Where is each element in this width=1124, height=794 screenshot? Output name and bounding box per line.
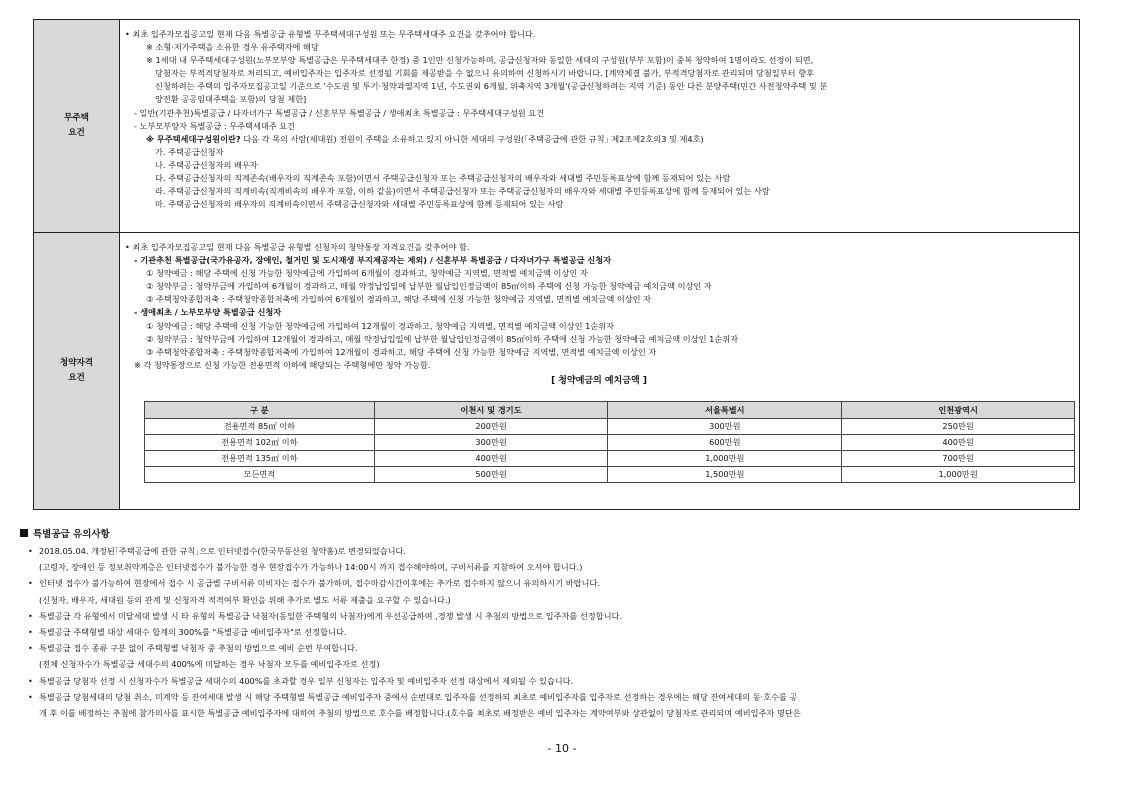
table-cell: 300만원 — [608, 419, 842, 435]
note-text: 특별공급 주택형별 대상 세대수 합계의 300%를 "특별공급 예비입주자"로 선정합니다. — [39, 627, 347, 638]
deposit-table-caption: [ 청약예금의 예치금액 ] — [551, 375, 647, 386]
table-header-cell: 이천시 및 경기도 — [374, 402, 608, 419]
notes-heading — [20, 527, 1090, 543]
note-subtext: 개 후 이를 배정하는 추첨에 참가의사를 표시한 특별공급 예비입주자에 대하여 추첨의 방법으로 호수를 배정합니다.(호수를 최초로 배정받은 예비 입주자는 계약여부와 상관없이 당첨자로 관리되며 예비입주자 명단은 — [39, 708, 801, 719]
content-line: • 최초 입주자모집공고일 현재 다음 특별공급 유형별 무주택세대구성원 또는 무주택세대주 요건을 갖추어야 합니다. — [125, 29, 536, 39]
bullet-icon: • — [28, 675, 33, 686]
content-line: ※ 소형·저가주택을 소유한 경우 유주택자에 해당 — [146, 42, 319, 53]
table-cell: 전용면적 85㎡ 이하 — [145, 419, 375, 435]
table-cell: 700만원 — [842, 451, 1075, 467]
table-row — [145, 451, 1075, 467]
subscription-requirement-label — [34, 233, 120, 509]
note-text: 2018.05.04. 개정된｢주택공급에 관한 규칙｣으로 인터넷접수(한국부동산원 청약홈)로 변경되었습니다. — [39, 546, 407, 556]
table-cell: 500만원 — [374, 467, 608, 483]
table-cell: 전용면적 102㎡ 이하 — [145, 435, 375, 451]
table-cell: 200만원 — [374, 419, 608, 435]
table-cell: 250만원 — [842, 419, 1075, 435]
bullet-icon: • — [28, 627, 33, 638]
note-text: 특별공급 각 유형에서 미달세대 발생 시 타 유형의 특별공급 낙첨자(동일한 주택형의 낙첨자)에게 우선공급하며 ,경쟁 발생 시 추첨의 방법으로 입주자를 선정합니다. — [39, 610, 623, 621]
notes-heading-text: 특별공급 유의사항 — [33, 529, 110, 540]
bullet-icon: • — [28, 546, 33, 556]
note-text: 특별공급 당첨자 선정 시 신청자수가 특별공급 세대수의 400%를 초과할 경우 일부 신청자는 입주자 및 예비입주자 선정 대상에서 제외될 수 있습니다. — [39, 675, 574, 686]
note-text: 인터넷 접수가 불가능하여 현장에서 접수 시 공급별 구비서류 미비자는 접수가 불가하며, 접수마감시간이후에는 추가로 접수하지 않으니 유의하시기 바랍니다. — [39, 578, 600, 589]
content-line: 가. 주택공급신청자 — [155, 146, 224, 157]
subscription-requirement-content — [125, 241, 1073, 388]
content-line: - 기관추천 특별공급(국가유공자, 장애인, 철거민 및 도시재생 부지제공자는 제외) / 신혼부부 특별공급 / 다자녀가구 특별공급 신청자 — [134, 255, 612, 266]
subscription-requirement-row — [34, 233, 1079, 509]
table-header-cell: 구 분 — [145, 402, 375, 419]
bullet-icon: • — [28, 643, 33, 654]
notes-list — [20, 543, 1090, 721]
label-line: 청약자격 — [59, 358, 94, 368]
note-subtext: (고령자, 장애인 등 정보취약계층은 인터넷접수가 불가능한 경우 현장접수가 가능하나 14:00시 까지 접수해야하며, 구비서류를 지참하여 오셔야 합니다.) — [39, 562, 583, 573]
note-text: 특별공급 당첨세대의 당첨 취소, 미계약 등 잔여세대 발생 시 해당 주택형별 특별공급 예비입주자 중에서 순번대로 입주자를 선정하되 최초로 예비입주자를 입주자로 선정하는 경우에는 해당 잔여세대의 동·호수를 공 — [39, 691, 798, 702]
content-line: ③ 주택청약종합저축 : 주택청약종합저축에 가입하여 6개월이 경과하고, 해당 주택에 신청 가능한 청약예금 지역별, 면적별 예치금액 이상인 자 — [146, 294, 652, 305]
homeless-requirement-content — [125, 28, 1073, 211]
table-cell: 400만원 — [374, 451, 608, 467]
bullet-icon: • — [28, 578, 33, 589]
special-supply-notes — [20, 527, 1090, 721]
note-subtext: (전체 신청자수가 특별공급 세대수의 400%에 미달하는 경우 낙첨자 모두를 예비입주자로 선정) — [39, 659, 380, 670]
table-header-cell: 서울특별시 — [608, 402, 842, 419]
bullet-icon: • — [28, 691, 33, 702]
note-item — [20, 640, 1090, 656]
square-bullet-icon — [20, 529, 28, 537]
table-row — [145, 419, 1075, 435]
table-cell: 1,000만원 — [608, 451, 842, 467]
content-line: ① 청약예금 : 해당 주택에 신청 가능한 청약예금에 가입하여 12개월이 경과하고, 청약예금 지역별, 면적별 예치금액 이상인 1순위자 — [146, 320, 615, 331]
content-line: 나. 주택공급신청자의 배우자 — [155, 159, 258, 170]
content-line: - 생애최초 / 노부모부양 특별공급 신청자 — [134, 307, 282, 318]
requirements-table — [33, 19, 1080, 510]
content-line: 마. 주택공급신청자의 배우자의 직계비속이면서 주택공급신청자와 세대별 주민등록표상에 함께 등재되어 있는 사람 — [155, 199, 564, 210]
content-line: ② 청약부금 : 청약부금에 가입하여 12개월이 경과하고, 매월 약정납입일에 납부한 월납입인정금액이 85㎡이하 주택에 신청 가능한 청약예금 예치금액 이상인 1순위자 — [146, 333, 739, 344]
content-line: 라. 주택공급신청자의 직계비속(직계비속의 배우자 포함, 이하 같음)이면서 주택공급신청자 또는 주택공급신청자의 배우자와 세대별 주민등록표상에 함께 등재되어 있는 사람 — [155, 186, 770, 197]
page-number: - 10 - — [547, 742, 577, 755]
note-text: 특별공급 접수 종류 구분 없이 주택형별 낙첨자 중 추첨의 방법으로 예비 순번 부여합니다. — [39, 643, 358, 654]
content-line: • 최초 입주자모집공고일 현재 다음 특별공급 유형별 신청자의 청약통장 자격요건을 갖추어야 함. — [125, 242, 470, 252]
content-line: - 노부모부양자 특별공급 : 무주택세대주 요건 — [134, 120, 296, 131]
content-line: ③ 주택청약종합저축 : 주택청약종합저축에 가입하여 12개월이 경과하고, 해당 주택에 신청 가능한 청약예금 지역별, 면적별 예치금액 이상인 자 — [146, 346, 657, 357]
content-line: ※ 1세대 내 무주택세대구성원(노부모부양 특별공급은 무주택세대주 한정) 중 1인만 신청가능하며, 공급신청자와 동일한 세대의 구성원(부부 포함)이 중복 청약하여 1명이라도 선정이 되면, — [146, 55, 814, 66]
table-cell: 1,000만원 — [842, 467, 1075, 483]
content-line: 당첨자는 부적격당첨자로 처리되고, 예비입주자는 입주자로 선정될 기회를 제공받을 수 없으니 유의하여 신청하시기 바랍니다. [계약체결 불가, 부적격당첨자로 관리되며 당첨일부터 향후 — [155, 68, 814, 79]
content-line: ※ 각 청약통장으로 신청 가능한 전용면적 이하에 해당되는 주택형에만 청약 가능함. — [134, 359, 431, 370]
table-cell: 600만원 — [608, 435, 842, 451]
table-row — [145, 467, 1075, 483]
table-cell: 400만원 — [842, 435, 1075, 451]
table-cell: 1,500만원 — [608, 467, 842, 483]
table-row — [145, 435, 1075, 451]
label-line: 요건 — [68, 373, 85, 383]
content-line: 다. 주택공급신청자의 직계존속(배우자의 직계존속 포함)이면서 주택공급신청자 또는 주택공급신청자의 배우자와 세대별 주민등록표상에 함께 등재되어 있는 사람 — [155, 173, 731, 184]
note-item — [20, 543, 1090, 559]
table-cell: 전용면적 135㎡ 이하 — [145, 451, 375, 467]
table-header-cell: 인천광역시 — [842, 402, 1075, 419]
note-item — [20, 575, 1090, 591]
note-subtext: (신청자, 배우자, 세대원 등의 관계 및 신청자격 적격여부 확인을 위해 추가로 별도 서류 제출을 요구할 수 있습니다.) — [39, 594, 451, 605]
homeless-requirement-row — [34, 20, 1079, 233]
table-cell: 모든면적 — [145, 467, 375, 483]
content-line: ① 청약예금 : 해당 주택에 신청 가능한 청약예금에 가입하여 6개월이 경과하고, 청약예금 지역별, 면적별 예치금액 이상인 자 — [146, 268, 588, 279]
note-item — [20, 689, 1090, 705]
deposit-amount-table — [144, 401, 1075, 483]
note-item — [20, 608, 1090, 624]
content-line: 양전환 공공임대주택을 포함)의 당첨 제한] — [155, 94, 307, 105]
content-line: ※ 무주택세대구성원이란? 다음 각 목의 사람(세대원) 전원이 주택을 소유하고 있지 아니한 세대의 구성원(｢주택공급에 관한 규칙｣ 제2조제2호의3 및 제4호) — [146, 133, 704, 144]
label-line: 요건 — [68, 128, 85, 138]
label-line: 무주택 — [64, 113, 89, 123]
content-line: - 일반(기관추천)특별공급 / 다자녀가구 특별공급 / 신혼부부 특별공급 / 생애최초 특별공급 : 무주택세대구성원 요건 — [134, 107, 545, 118]
table-cell: 300만원 — [374, 435, 608, 451]
homeless-requirement-label — [34, 20, 120, 232]
note-item — [20, 673, 1090, 689]
bullet-icon: • — [28, 610, 33, 621]
content-line: ② 청약부금 : 청약부금에 가입하여 6개월이 경과하고, 매월 약정납입일에 납부한 월납입인정금액이 85㎡이하 주택에 신청 가능한 청약예금 예치금액 이상인 자 — [146, 281, 712, 292]
note-item — [20, 624, 1090, 640]
content-line: 신청하려는 주택의 입주자모집공고일 기준으로 '수도권 및 투기·청약과열지역 1년, 수도권외 6개월, 위축지역 3개월'(공급신청하려는 지역 기준) 동안 다른 분양주택(민간 사전청약주택 및 분 — [155, 81, 828, 92]
